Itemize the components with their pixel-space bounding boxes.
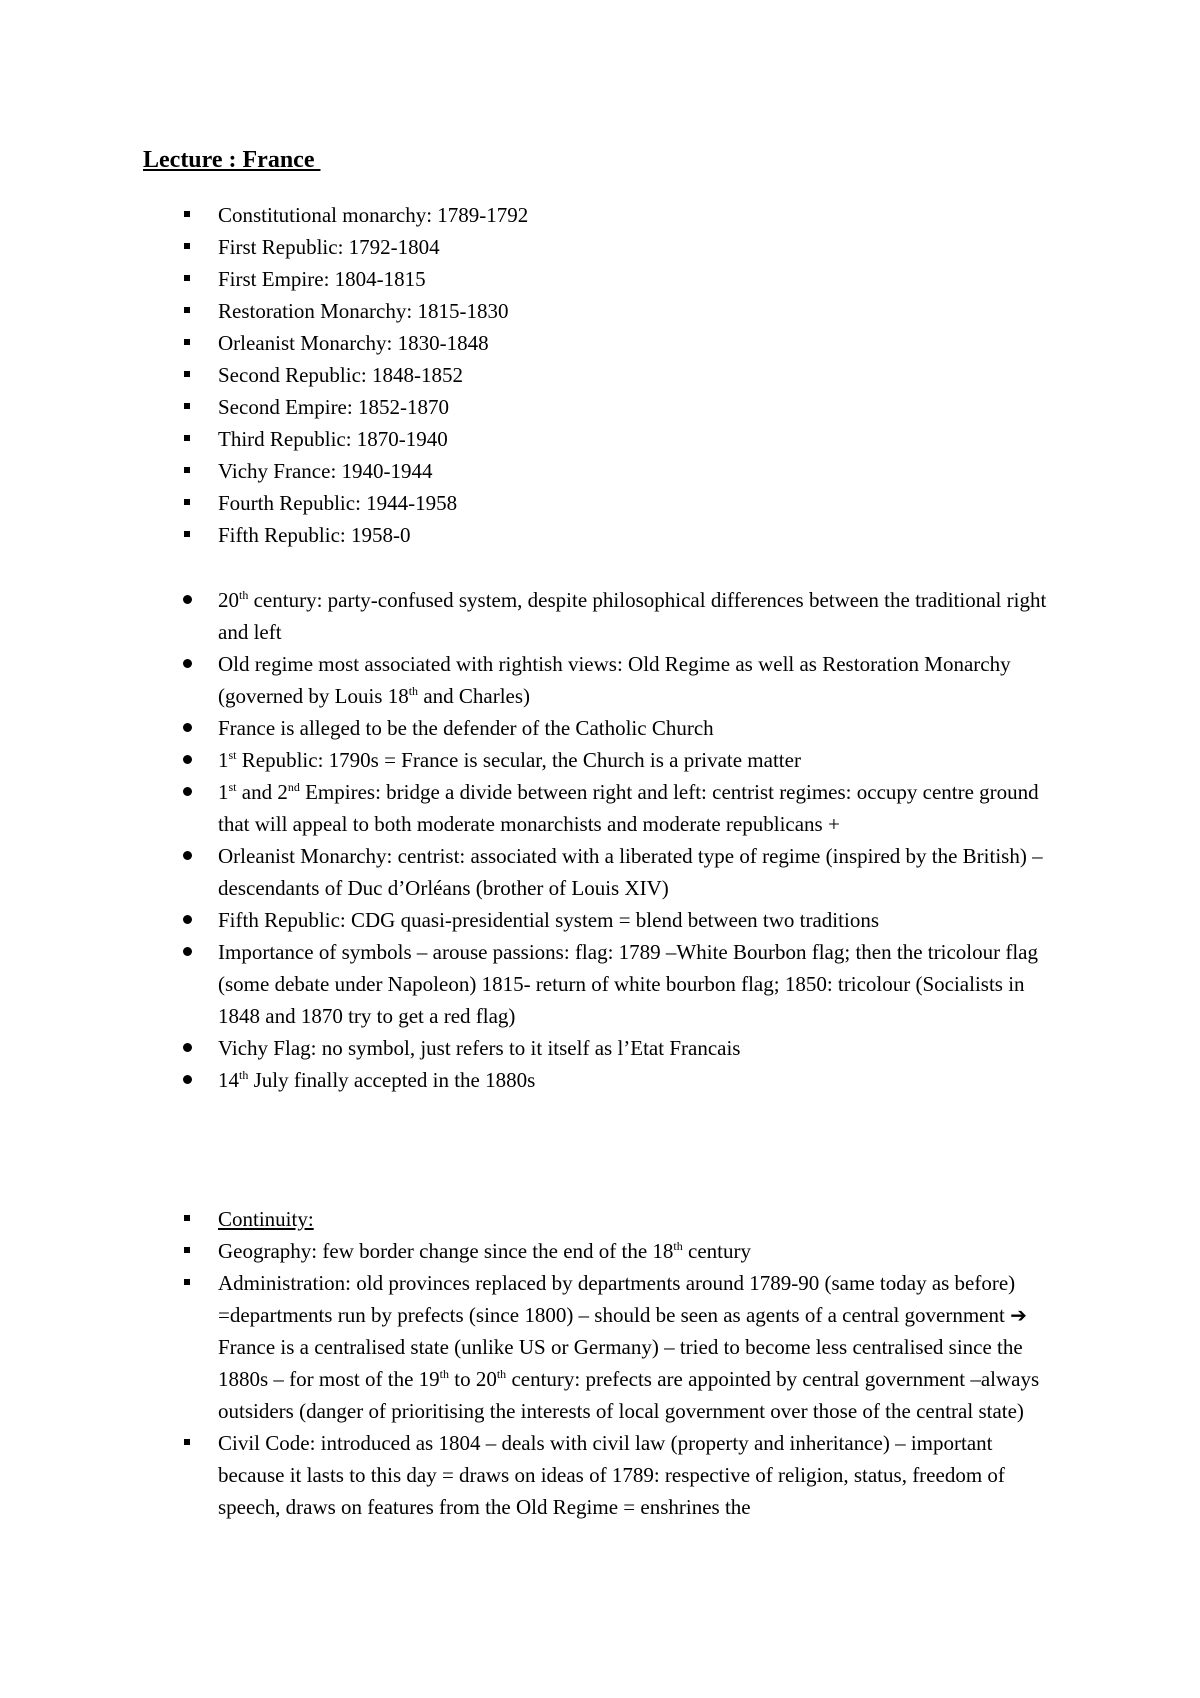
list-item: 1st and 2nd Empires: bridge a divide between right and left: centrist regimes: occupy centre ground that will appeal to both moderate monarchists and moderate republicans +	[0, 776, 1200, 840]
list-item: Fifth Republic: 1958-0	[0, 519, 1200, 551]
list-item: Constitutional monarchy: 1789-1792	[0, 199, 1200, 231]
list-item: First Republic: 1792-1804	[0, 231, 1200, 263]
list-item: Civil Code: introduced as 1804 – deals with civil law (property and inheritance) – important because it lasts to this day = draws on ideas of 1789: respective of religion, status, freedom of speech, draws on features from the Old Regime = enshrines the	[0, 1427, 1200, 1523]
continuity-heading: Continuity:	[0, 1203, 1200, 1235]
list-item: Old regime most associated with rightish views: Old Regime as well as Restoration Monarchy (governed by Louis 18th and Charles)	[0, 648, 1200, 712]
list-item: Geography: few border change since the end of the 18th century	[0, 1235, 1200, 1267]
list-item: Fifth Republic: CDG quasi-presidential system = blend between two traditions	[0, 904, 1200, 936]
regime-periods-list	[0, 199, 1200, 551]
list-item: Third Republic: 1870-1940	[0, 423, 1200, 455]
list-item: France is alleged to be the defender of the Catholic Church	[0, 712, 1200, 744]
list-item: Orleanist Monarchy: centrist: associated with a liberated type of regime (inspired by the British) – descendants of Duc d’Orléans (brother of Louis XIV)	[0, 840, 1200, 904]
list-item: Second Empire: 1852-1870	[0, 391, 1200, 423]
list-item: Second Republic: 1848-1852	[0, 359, 1200, 391]
list-item: Restoration Monarchy: 1815-1830	[0, 295, 1200, 327]
list-item: Vichy Flag: no symbol, just refers to it itself as l’Etat Francais	[0, 1032, 1200, 1064]
list-item: Administration: old provinces replaced by departments around 1789-90 (same today as before) =departments run by prefects (since 1800) – should be seen as agents of a central government ➔ France is a centralised state (unlike US or Germany) – tried to become less centralised since the 1880s – for most of the 19th to 20th century: prefects are appointed by central government –always outsiders (danger of prioritising the interests of local government over those of the central state)	[0, 1267, 1200, 1427]
list-item: 1st Republic: 1790s = France is secular, the Church is a private matter	[0, 744, 1200, 776]
list-item: Fourth Republic: 1944-1958	[0, 487, 1200, 519]
list-item: 20th century: party-confused system, despite philosophical differences between the traditional right and left	[0, 584, 1200, 648]
list-item: First Empire: 1804-1815	[0, 263, 1200, 295]
page-title: Lecture : France	[143, 147, 321, 173]
key-points-list	[0, 584, 1200, 1096]
list-item: Importance of symbols – arouse passions: flag: 1789 –White Bourbon flag; then the tricolour flag (some debate under Napoleon) 1815- return of white bourbon flag; 1850: tricolour (Socialists in 1848 and 1870 try to get a red flag)	[0, 936, 1200, 1032]
list-item: Orleanist Monarchy: 1830-1848	[0, 327, 1200, 359]
list-item: 14th July finally accepted in the 1880s	[0, 1064, 1200, 1096]
right-arrow-icon: ➔	[1010, 1303, 1027, 1327]
continuity-list	[0, 1203, 1200, 1523]
list-item: Vichy France: 1940-1944	[0, 455, 1200, 487]
